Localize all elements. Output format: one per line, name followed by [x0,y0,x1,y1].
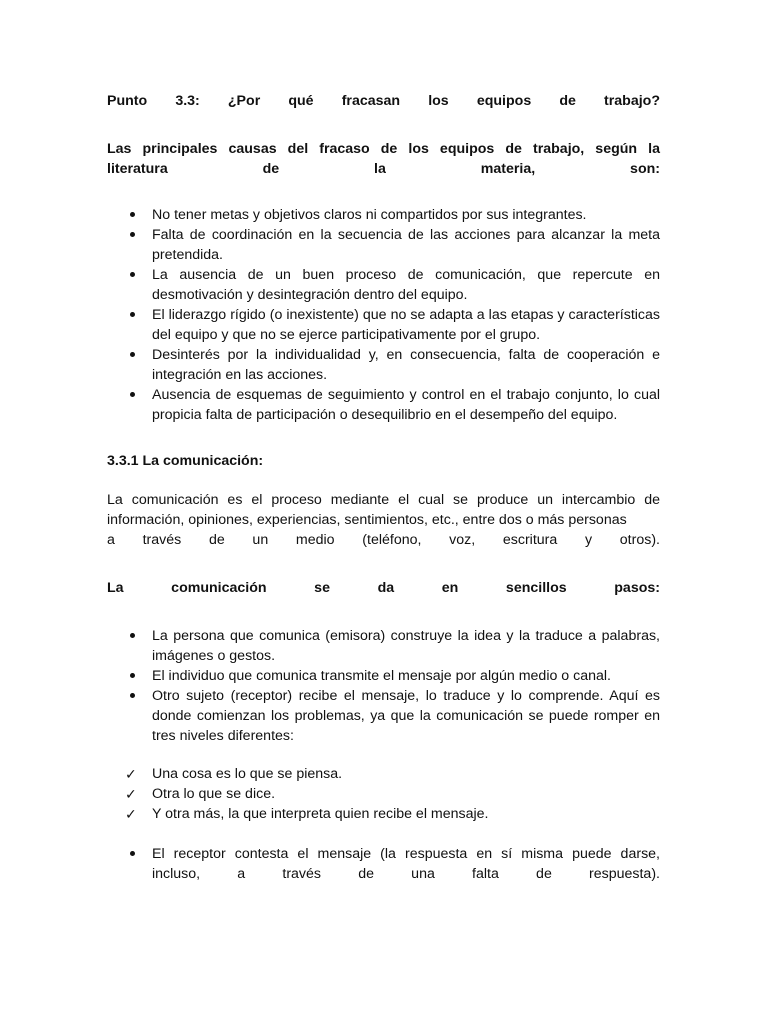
checkmark-icon: ✓ [125,806,137,822]
page-title: Punto 3.3: ¿Por qué fracasan los equipos de trabajo? [107,93,660,109]
list-item: Falta de coordinación en la secuencia de las acciones para alcanzar la meta pretendida. [107,225,660,265]
bullet-icon [125,844,145,864]
bullet-icon [125,205,145,225]
causes-list [107,205,660,425]
intro-line-1: Las principales causas del fracaso de los equipos de trabajo, según la [107,141,660,157]
comm-paragraph: La comunicación es el proceso mediante el cual se produce un intercambio de información, opiniones, experiencias, sentimientos, etc., entre dos o más personas [107,492,660,528]
list-item: ✓ Otra lo que se dice. [125,786,276,802]
bullet-icon [125,305,145,325]
list-item: El individuo que comunica transmite el mensaje por algún medio o canal. [107,666,660,686]
list-item: ✓ Una cosa es lo que se piensa. [125,766,343,782]
list-item: El liderazgo rígido (o inexistente) que no se adapta a las etapas y características del equipo y que no se ejerce participativamente por el grupo. [107,305,660,345]
bullet-icon [125,686,145,706]
list-item: Ausencia de esquemas de seguimiento y control en el trabajo conjunto, lo cual propicia falta de participación o desequilibrio en el desempeño del equipo. [107,385,660,425]
steps-list [107,626,660,746]
list-item: La persona que comunica (emisora) construye la idea y la traduce a palabras, imágenes o gestos. [107,626,660,666]
bullet-icon [125,385,145,405]
list-item: El receptor contesta el mensaje (la respuesta en sí misma puede darse, incluso, a través de una falta de respuesta). [107,844,660,884]
bullet-icon [125,265,145,285]
section-heading: 3.3.1 La comunicación: [107,453,264,469]
list-item: ✓ Y otra más, la que interpreta quien recibe el mensaje. [125,806,489,822]
checkmark-icon: ✓ [125,786,137,802]
comm-paragraph-last-line: a través de un medio (teléfono, voz, escritura y otros). [107,532,660,548]
bullet-icon [125,666,145,686]
bullet-icon [125,225,145,245]
levels-list [107,764,660,824]
steps-heading: La comunicación se da en sencillos pasos: [107,580,660,596]
bullet-icon [125,626,145,646]
list-item: La ausencia de un buen proceso de comunicación, que repercute en desmotivación y desintegración dentro del equipo. [107,265,660,305]
list-item: Otro sujeto (receptor) recibe el mensaje, lo traduce y lo comprende. Aquí es donde comienzan los problemas, ya que la comunicación se puede romper en tres niveles diferentes: [107,686,660,746]
checkmark-icon: ✓ [125,766,137,782]
list-item: Desinterés por la individualidad y, en consecuencia, falta de cooperación e integración en las acciones. [107,345,660,385]
intro-line-2: literatura de la materia, son: [107,161,660,177]
bullet-icon [125,345,145,365]
list-item: No tener metas y objetivos claros ni compartidos por sus integrantes. [107,205,660,225]
final-step-list [107,844,660,884]
document-page [107,91,660,884]
